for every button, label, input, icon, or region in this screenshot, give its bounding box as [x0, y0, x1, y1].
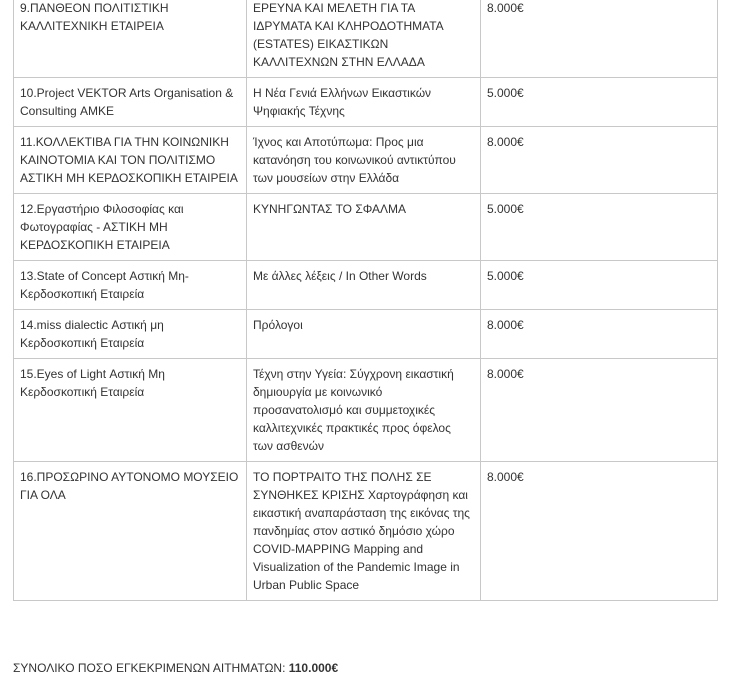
organization-cell: 9.ΠΑΝΘΕΟΝ ΠΟΛΙΤΙΣΤΙΚΗ ΚΑΛΛΙΤΕΧΝΙΚΗ ΕΤΑΙΡΕΙΑ: [14, 0, 247, 78]
table-row: [14, 0, 718, 78]
table-row: [14, 194, 718, 261]
grants-table: [13, 0, 718, 601]
amount-cell: 8.000€: [481, 359, 718, 462]
project-cell: Πρόλογοι: [247, 310, 481, 359]
amount-cell: 8.000€: [481, 127, 718, 194]
amount-cell: 8.000€: [481, 0, 718, 78]
project-cell: ΤΟ ΠΟΡΤΡΑΙΤΟ ΤΗΣ ΠΟΛΗΣ ΣΕ ΣΥΝΘΗΚΕΣ ΚΡΙΣΗΣ Χαρτογράφηση και εικαστική αναπαράσταση της εικόνας της πανδημίας στον αστικό δημόσιο χώρο COVID-MAPPING Mapping and Visualization of the Pandemic Image in Urban Public Space: [247, 462, 481, 601]
organization-cell: 12.Εργαστήριο Φιλοσοφίας και Φωτογραφίας - ΑΣΤΙΚΗ ΜΗ ΚΕΡΔΟΣΚΟΠΙΚΗ ΕΤΑΙΡΕΙΑ: [14, 194, 247, 261]
amount-cell: 8.000€: [481, 462, 718, 601]
organization-cell: 15.Eyes of Light Αστική Μη Κερδοσκοπική Εταιρεία: [14, 359, 247, 462]
organization-cell: 11.ΚΟΛΛΕΚΤΙΒΑ ΓΙΑ ΤΗΝ ΚΟΙΝΩΝΙΚΗ ΚΑΙΝΟΤΟΜΙΑ ΚΑΙ ΤΟΝ ΠΟΛΙΤΙΣΜΟ ΑΣΤΙΚΗ ΜΗ ΚΕΡΔΟΣΚΟΠΙΚΗ ΕΤΑΙΡΕΙΑ: [14, 127, 247, 194]
amount-cell: 5.000€: [481, 78, 718, 127]
organization-cell: 10.Project VEKTOR Arts Organisation & Consulting ΑΜΚΕ: [14, 78, 247, 127]
organization-cell: 16.ΠΡΟΣΩΡΙΝΟ ΑΥΤΟΝΟΜΟ ΜΟΥΣΕΙΟ ΓΙΑ ΟΛΑ: [14, 462, 247, 601]
amount-cell: 8.000€: [481, 310, 718, 359]
project-cell: Τέχνη στην Υγεία: Σύγχρονη εικαστική δημιουργία με κοινωνικό προσανατολισμό και συμμετοχικές καλλιτεχνικές πρακτικές προς όφελος των ασθενών: [247, 359, 481, 462]
organization-cell: 13.State of Concept Αστική Μη-Κερδοσκοπική Εταιρεία: [14, 261, 247, 310]
total-value: 110.000€: [288, 661, 339, 675]
organization-cell: 14.miss dialectic Αστική μη Κερδοσκοπική Εταιρεία: [14, 310, 247, 359]
table-row: [14, 359, 718, 462]
total-label: ΣΥΝΟΛΙΚΟ ΠΟΣΟ ΕΓΚΕΚΡΙΜΕΝΩΝ ΑΙΤΗΜΑΤΩΝ:: [13, 661, 289, 675]
total-approved-amount: [13, 660, 338, 676]
table-row: [14, 310, 718, 359]
table-row: [14, 261, 718, 310]
project-cell: ΚΥΝΗΓΩΝΤΑΣ ΤΟ ΣΦΑΛΜΑ: [247, 194, 481, 261]
table-row: [14, 462, 718, 601]
amount-cell: 5.000€: [481, 194, 718, 261]
project-cell: Ίχνος και Αποτύπωμα: Προς μια κατανόηση του κοινωνικού αντικτύπου των μουσείων στην Ελλάδα: [247, 127, 481, 194]
project-cell: ΕΡΕΥΝΑ ΚΑΙ ΜΕΛΕΤΗ ΓΙΑ ΤΑ ΙΔΡΥΜΑΤΑ ΚΑΙ ΚΛΗΡΟΔΟΤΗΜΑΤΑ (ESTATES) ΕΙΚΑΣΤΙΚΩΝ ΚΑΛΛΙΤΕΧΝΩΝ ΣΤΗΝ ΕΛΛΑΔΑ: [247, 0, 481, 78]
project-cell: Η Νέα Γενιά Ελλήνων Εικαστικών Ψηφιακής Τέχνης: [247, 78, 481, 127]
project-cell: Με άλλες λέξεις / In Other Words: [247, 261, 481, 310]
table-row: [14, 127, 718, 194]
table-row: [14, 78, 718, 127]
amount-cell: 5.000€: [481, 261, 718, 310]
